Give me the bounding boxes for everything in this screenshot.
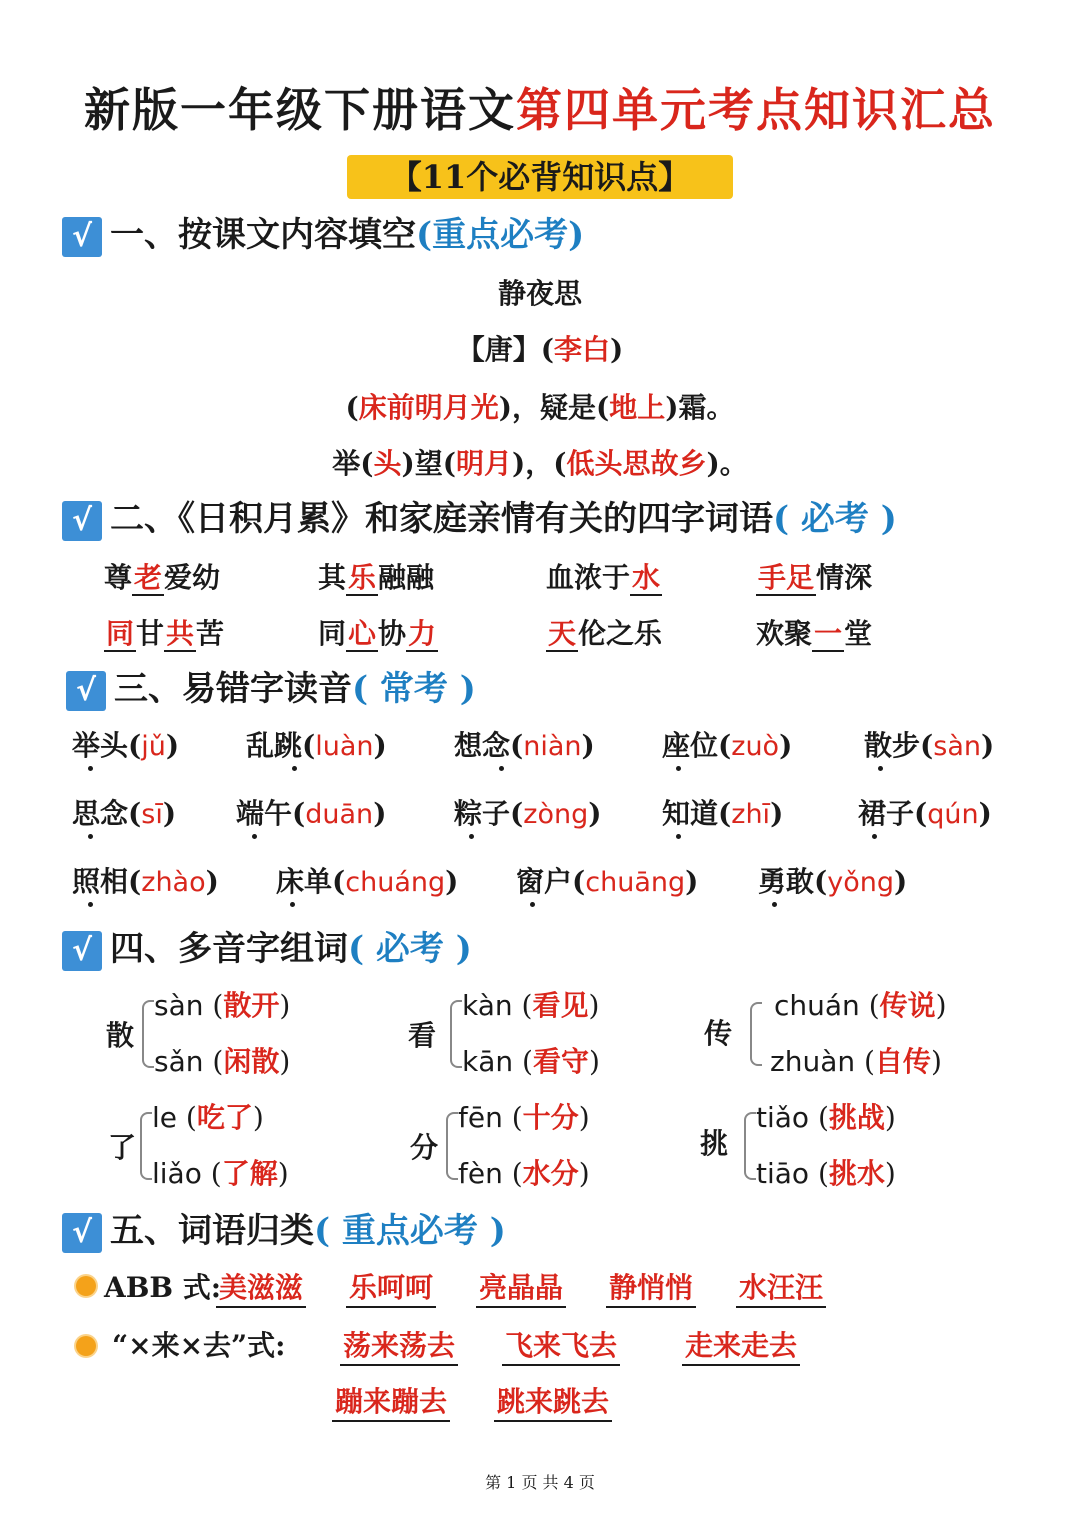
poly-pinyin: liǎo	[152, 1157, 202, 1190]
brace-icon	[744, 1112, 756, 1180]
title-red: 第四单元考点知识汇总	[516, 83, 996, 137]
pron-pinyin: yǒng	[827, 867, 895, 898]
section-4-title: 四、多音字组词	[110, 929, 348, 969]
emphasis-dot	[872, 834, 877, 839]
idiom-5-b: 甘	[136, 617, 165, 650]
emphasis-dot	[469, 834, 474, 839]
pron-item: 知道(zhī)	[662, 797, 784, 830]
pron-item: 勇敢(yǒng)	[758, 865, 908, 898]
poly-reading: fēn (十分)	[458, 1101, 590, 1134]
emphasis-dot	[88, 766, 93, 771]
pron-word: 粽子	[454, 797, 511, 830]
poly-reading: kàn (看见)	[462, 989, 600, 1022]
pron-item: 床单(chuáng)	[276, 865, 459, 898]
xlx-word: 飞来飞去	[502, 1324, 620, 1366]
poly-word: 自传	[874, 1045, 931, 1078]
poly-reading: tiǎo (挑战)	[756, 1101, 896, 1134]
pron-item: 窗户(chuāng)	[516, 865, 699, 898]
bullet-dot-icon	[76, 1276, 96, 1296]
poly-pinyin: tiǎo	[756, 1101, 810, 1134]
pron-word: 乱跳	[246, 729, 303, 762]
idiom-8-c: 堂	[844, 617, 873, 650]
pron-word: 床单	[276, 865, 333, 898]
brace-icon	[142, 1000, 154, 1068]
section-5-title: 五、词语归类	[110, 1211, 314, 1251]
poly-pinyin: zhuàn	[770, 1045, 856, 1078]
section-4-heading	[62, 924, 472, 974]
poly-word: 十分	[522, 1101, 579, 1134]
poly-pinyin: tiāo	[756, 1157, 810, 1190]
poly-reading: sàn (散开)	[154, 989, 291, 1022]
poly-pinyin: sàn	[154, 989, 204, 1022]
pron-pinyin: niàn	[523, 731, 582, 762]
idiom-2-c: 融融	[378, 561, 435, 594]
abb-word: 水汪汪	[736, 1266, 826, 1308]
pron-pinyin: chuāng	[585, 867, 686, 898]
pron-pinyin: zhào	[141, 867, 206, 898]
abb-word: 乐呵呵	[346, 1266, 436, 1308]
idiom-3-b: 水	[632, 561, 661, 594]
idiom-7-a: 天	[548, 617, 577, 650]
pron-item: 裙子(qún)	[858, 797, 992, 830]
section-1-heading	[62, 210, 584, 260]
check-icon: √	[66, 671, 106, 711]
idiom-6-d: 力	[408, 617, 437, 650]
pron-pinyin: luàn	[315, 731, 374, 762]
poem-l2g: )。	[706, 447, 748, 480]
poly-word: 水分	[522, 1157, 579, 1190]
pron-pinyin: chuáng	[345, 867, 446, 898]
poly-char: 散	[106, 1019, 135, 1052]
section-2-heading	[62, 494, 897, 544]
emphasis-dot	[292, 766, 297, 771]
title-black: 新版一年级下册语文	[84, 83, 516, 137]
idiom-8	[756, 612, 872, 652]
poem-l2c: )望(	[401, 447, 456, 480]
page-title	[0, 74, 1080, 140]
pron-pinyin: jǔ	[141, 731, 166, 762]
idiom-6-a: 同	[318, 617, 347, 650]
poem-l1b: 床前明月光	[358, 391, 499, 424]
idiom-3-a: 血浓于	[546, 561, 631, 594]
poly-pinyin: sǎn	[154, 1045, 204, 1078]
poem-l2a: 举(	[332, 447, 374, 480]
poly-pinyin: kàn	[462, 989, 513, 1022]
poly-pinyin: le	[152, 1101, 178, 1134]
idiom-7	[546, 612, 662, 652]
pron-pinyin: zuò	[731, 731, 780, 762]
poly-reading: fèn (水分)	[458, 1157, 590, 1190]
pron-pinyin: zòng	[523, 799, 589, 830]
poem-l2f: 低头思故乡	[566, 447, 707, 480]
poem-l2b: 头	[373, 447, 402, 480]
idiom-1	[104, 556, 220, 596]
pron-pinyin: qún	[927, 799, 979, 830]
idiom-4	[756, 556, 872, 596]
pron-word: 照相	[72, 865, 129, 898]
idiom-3	[546, 556, 662, 596]
xlx-label: “×来×去”式:	[112, 1329, 286, 1362]
section-2-note: ( 必考 )	[773, 499, 897, 539]
poly-word: 看见	[532, 989, 589, 1022]
section-5-note: ( 重点必考 )	[314, 1211, 506, 1251]
emphasis-dot	[772, 902, 777, 907]
pron-pinyin: zhī	[731, 799, 771, 830]
pron-item: 乱跳(luàn)	[246, 729, 387, 762]
check-icon: √	[62, 931, 102, 971]
idiom-7-b: 伦之乐	[578, 617, 663, 650]
pron-word: 座位	[662, 729, 719, 762]
idiom-5-a: 同	[106, 617, 135, 650]
pron-word: 想念	[454, 729, 511, 762]
xlx-word: 走来走去	[682, 1324, 800, 1366]
poly-char: 传	[704, 1017, 733, 1050]
poly-word: 散开	[223, 989, 280, 1022]
poly-reading: sǎn (闲散)	[154, 1045, 291, 1078]
abb-word: 静悄悄	[606, 1266, 696, 1308]
pron-item: 端午(duān)	[236, 797, 387, 830]
pron-pinyin: duān	[305, 799, 374, 830]
section-1-note: (重点必考)	[416, 215, 585, 255]
poly-word: 挑战	[828, 1101, 885, 1134]
section-5-heading	[62, 1206, 506, 1256]
subtitle-badge: 【11个必背知识点】	[347, 155, 733, 199]
check-icon: √	[62, 1213, 102, 1253]
poem-line-2	[0, 442, 1080, 482]
poly-word: 了解	[221, 1157, 278, 1190]
emphasis-dot	[676, 834, 681, 839]
pron-item: 散步(sàn)	[864, 729, 995, 762]
poly-word: 挑水	[828, 1157, 885, 1190]
idiom-8-b: 一	[814, 617, 843, 650]
pron-item: 想念(niàn)	[454, 729, 595, 762]
idiom-2	[318, 556, 434, 596]
poly-word: 传说	[879, 989, 936, 1022]
idiom-5-d: 苦	[196, 617, 225, 650]
emphasis-dot	[88, 902, 93, 907]
brace-icon	[140, 1112, 152, 1180]
idiom-2-a: 其	[318, 561, 347, 594]
poem-line-1	[0, 386, 1080, 426]
emphasis-dot	[88, 834, 93, 839]
bullet-dot-icon	[76, 1336, 96, 1356]
idiom-1-b: 老	[134, 561, 163, 594]
poly-reading: kān (看守)	[462, 1045, 600, 1078]
poly-word: 闲散	[223, 1045, 280, 1078]
idiom-6-c: 协	[378, 617, 407, 650]
emphasis-dot	[530, 902, 535, 907]
emphasis-dot	[290, 902, 295, 907]
poly-char: 了	[108, 1131, 137, 1164]
poly-reading: zhuàn (自传)	[770, 1045, 942, 1078]
pron-word: 散步	[864, 729, 921, 762]
section-1-title: 一、按课文内容填空	[110, 215, 416, 255]
brace-icon	[450, 1000, 462, 1068]
poem-l1a: (	[345, 391, 359, 424]
poly-word: 看守	[532, 1045, 589, 1078]
pron-item: 思念(sī)	[72, 797, 177, 830]
pron-word: 裙子	[858, 797, 915, 830]
poly-reading: le (吃了)	[152, 1101, 264, 1134]
idiom-5-c: 共	[166, 617, 195, 650]
emphasis-dot	[878, 766, 883, 771]
pron-word: 窗户	[516, 865, 573, 898]
idiom-8-a: 欢聚	[756, 617, 813, 650]
brace-icon	[446, 1112, 458, 1180]
emphasis-dot	[252, 834, 257, 839]
poly-char: 挑	[700, 1127, 729, 1160]
pron-word: 端午	[236, 797, 293, 830]
page-footer: 第 1 页 共 4 页	[485, 1473, 595, 1492]
xlx-word: 荡来荡去	[340, 1324, 458, 1366]
emphasis-dot	[499, 766, 504, 771]
section-4-note: ( 必考 )	[348, 929, 472, 969]
poly-reading: liǎo (了解)	[152, 1157, 289, 1190]
poem-author	[0, 328, 1080, 368]
poly-pinyin: fēn	[458, 1101, 503, 1134]
poem-l2e: )，(	[512, 447, 567, 480]
poem-title: 静夜思	[497, 277, 582, 310]
poem-l1c: )，疑是(	[498, 391, 610, 424]
pron-pinyin: sàn	[933, 731, 981, 762]
poem-l2d: 明月	[455, 447, 512, 480]
poly-pinyin: kān	[462, 1045, 514, 1078]
poem-author-pre: 【唐】(	[456, 333, 554, 366]
abb-word: 美滋滋	[216, 1266, 306, 1308]
pron-item: 举头(jǔ)	[72, 729, 180, 762]
pron-pinyin: sī	[141, 799, 163, 830]
idiom-1-a: 尊	[104, 561, 133, 594]
idiom-6	[318, 612, 438, 652]
poem-author-name: 李白	[553, 333, 610, 366]
pron-word: 勇敢	[758, 865, 815, 898]
pron-word: 举头	[72, 729, 129, 762]
poly-reading: chuán (传说)	[774, 989, 947, 1022]
poly-char: 分	[410, 1131, 439, 1164]
poly-reading: tiāo (挑水)	[756, 1157, 896, 1190]
idiom-2-b: 乐	[348, 561, 377, 594]
section-2-title: 二、《日积月累》和家庭亲情有关的四字词语	[110, 499, 773, 539]
poly-pinyin: fèn	[458, 1157, 503, 1190]
poem-l1e: )霜。	[665, 391, 735, 424]
section-3-title: 三、易错字读音	[114, 669, 352, 709]
poly-word: 吃了	[196, 1101, 253, 1134]
poem-author-post: )	[610, 333, 624, 366]
xlx-word: 跳来跳去	[494, 1380, 612, 1422]
pron-item: 粽子(zòng)	[454, 797, 602, 830]
brace-icon	[750, 1002, 762, 1066]
poem-l1d: 地上	[609, 391, 666, 424]
poly-pinyin: chuán	[774, 989, 860, 1022]
pron-word: 思念	[72, 797, 129, 830]
idiom-4-a: 手足	[758, 561, 815, 594]
idiom-1-c: 爱幼	[164, 561, 221, 594]
pron-item: 座位(zuò)	[662, 729, 793, 762]
check-icon: √	[62, 217, 102, 257]
xlx-word: 蹦来蹦去	[332, 1380, 450, 1422]
section-3-heading	[66, 664, 476, 714]
idiom-5	[104, 612, 224, 652]
idiom-6-b: 心	[348, 617, 377, 650]
check-icon: √	[62, 501, 102, 541]
poly-char: 看	[408, 1019, 437, 1052]
emphasis-dot	[676, 766, 681, 771]
section-3-note: ( 常考 )	[352, 669, 476, 709]
idiom-4-b: 情深	[816, 561, 873, 594]
abb-label: ABB 式:	[104, 1271, 222, 1304]
pron-item: 照相(zhào)	[72, 865, 219, 898]
pron-word: 知道	[662, 797, 719, 830]
abb-word: 亮晶晶	[476, 1266, 566, 1308]
